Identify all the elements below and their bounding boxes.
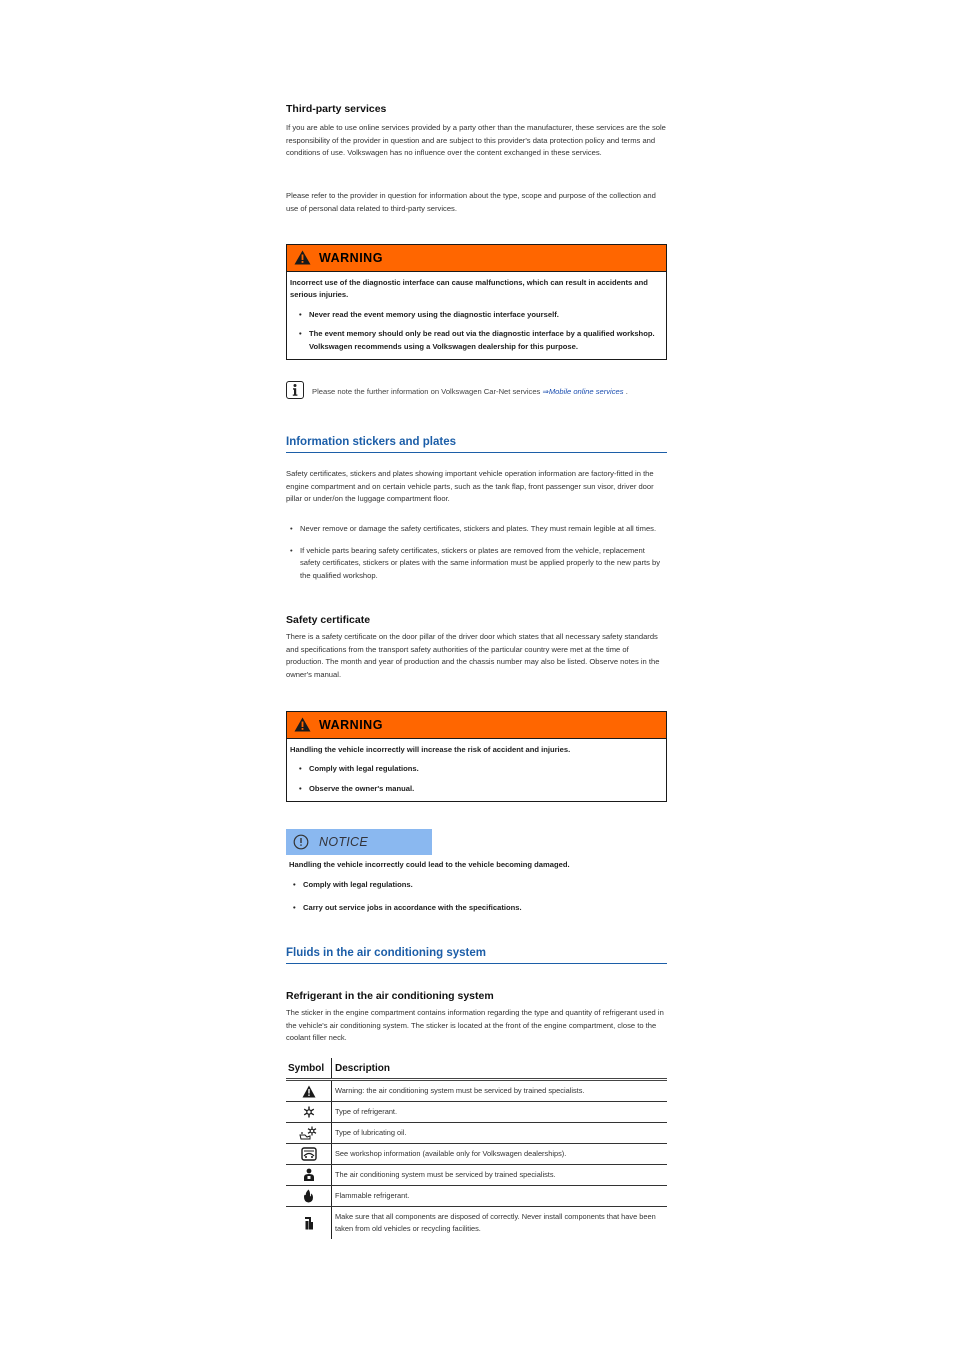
table-row (286, 1165, 667, 1186)
warning-intro: Incorrect use of the diagnostic interface can cause malfunctions, which can result in accidents and serious injuries. (290, 278, 648, 300)
warning-header (287, 245, 666, 272)
stickers-paragraph: Safety certificates, stickers and plates showing important vehicle operation information are factory-fitted in the engine compartment and on certain vehicle parts, such as the tank flap, front passenger sun visor, driver door pillar or under/on the luggage compartment floor. (286, 469, 654, 504)
notice-header (286, 829, 432, 855)
trained-specialist-icon (286, 1165, 332, 1186)
table-cell-description: Type of lubricating oil. (332, 1123, 668, 1144)
table-cell-description: Type of refrigerant. (332, 1102, 668, 1123)
notice-item: • Comply with legal regulations. (286, 879, 667, 891)
warning-triangle-icon (286, 1080, 332, 1102)
info-note (286, 385, 656, 399)
link-arrow: ⇒ (542, 387, 549, 396)
refrigerant-paragraph: The sticker in the engine compartment contains information regarding the type and quantity of refrigerant used in the vehicle's air conditioning system. The sticker is located at the front of the engine compartment, close to the coolant filler neck. (286, 1008, 664, 1043)
warning-title: WARNING (319, 718, 383, 732)
mobile-online-services-link[interactable] (542, 387, 623, 396)
warning-item: • Comply with legal regulations. (290, 763, 663, 775)
third-party-heading: Third-party services (286, 103, 387, 115)
warning-triangle-icon (294, 717, 311, 732)
safety-certificate-heading: Safety certificate (286, 614, 371, 626)
symbol-table (286, 1058, 667, 1239)
table-cell-description: See workshop information (available only for Volkswagen dealerships). (332, 1144, 668, 1165)
workshop-manual-icon (286, 1144, 332, 1165)
warning-item: • The event memory should only be read out via the diagnostic interface by a qualified workshop. Volkswagen recommends using a Volkswagen dealership for this purpose. (290, 328, 663, 353)
warning-header (287, 712, 666, 739)
table-row (286, 1144, 667, 1165)
third-party-paragraph-2: Please refer to the provider in question for information about the type, scope and purpose of the collection and use of personal data related to third-party services. (286, 191, 656, 213)
stickers-bullet-list (286, 523, 667, 582)
refrigerant-icon (286, 1102, 332, 1123)
table-cell-description: Make sure that all components are disposed of correctly. Never install components that have been taken from old vehicles or recycling facilities. (335, 1212, 656, 1233)
info-note-end: . (625, 387, 628, 396)
notice-intro: Handling the vehicle incorrectly could lead to the vehicle becoming damaged. (289, 860, 570, 869)
table-cell-description: Warning: the air conditioning system must be serviced by trained specialists. (332, 1080, 668, 1102)
table-row (286, 1080, 667, 1102)
table-cell-description: The air conditioning system must be serviced by trained specialists. (332, 1165, 668, 1186)
table-cell-description: Flammable refrigerant. (332, 1186, 668, 1207)
third-party-paragraph-1: If you are able to use online services provided by a party other than the manufacturer, these services are the sole responsibility of the provider in question and are subject to this provider's data protection policy and terms and conditions of use. Volkswagen has no influence over the content exchanged in these services. (286, 123, 666, 158)
warning-title: WARNING (319, 251, 383, 265)
list-item: • Never remove or damage the safety certificates, stickers and plates. They must remain legible at all times. (286, 523, 667, 536)
link-label: Mobile online services (548, 387, 624, 396)
warning-box-handling (286, 711, 667, 802)
lubricating-oil-icon (286, 1123, 332, 1144)
notice-body (286, 859, 667, 914)
safety-certificate-paragraph: There is a safety certificate on the door pillar of the driver door which states that all necessary safety standards and specifications from the transport safety authorities of the particular country were met at the time of production. The month and year of production and the chassis number may also be listed. Observe notes in the owner's manual. (286, 632, 660, 679)
disposal-icon (286, 1207, 332, 1240)
notice-icon (293, 834, 309, 850)
warning-item: • Observe the owner's manual. (290, 783, 663, 795)
warning-triangle-icon (294, 250, 311, 265)
list-item: • If vehicle parts bearing safety certificates, stickers or plates are removed from the vehicle, replacement safety certificates, stickers or plates with the same information must be applied properly to the new parts by the qualified workshop. (286, 545, 667, 583)
column-header-symbol: Symbol (286, 1058, 332, 1080)
warning-item: • Never read the event memory using the diagnostic interface yourself. (290, 309, 663, 321)
fluids-heading: Fluids in the air conditioning system (286, 947, 667, 964)
table-row (286, 1207, 667, 1240)
table-row (286, 1102, 667, 1123)
table-header-row (286, 1058, 667, 1080)
column-header-description: Description (332, 1058, 668, 1080)
refrigerant-heading: Refrigerant in the air conditioning system (286, 990, 494, 1002)
stickers-heading: Information stickers and plates (286, 436, 667, 453)
flammable-icon (286, 1186, 332, 1207)
table-row (286, 1123, 667, 1144)
notice-item: • Carry out service jobs in accordance with the specifications. (286, 902, 667, 914)
warning-intro: Handling the vehicle incorrectly will increase the risk of accident and injuries. (290, 745, 571, 754)
warning-box-diagnostic (286, 244, 667, 360)
table-row (286, 1186, 667, 1207)
notice-title: NOTICE (319, 835, 369, 849)
info-note-text: Please note the further information on Volkswagen Car-Net services (312, 387, 541, 396)
